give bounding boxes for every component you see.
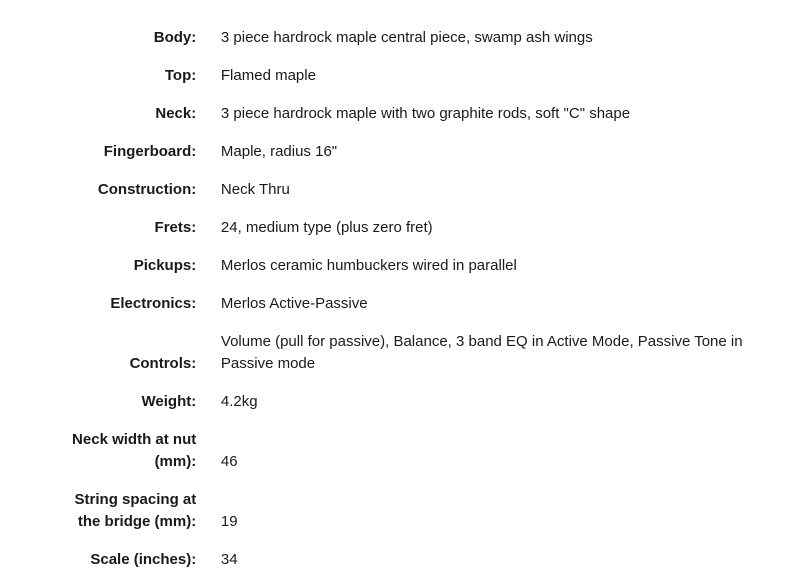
spec-label: Weight: xyxy=(141,393,197,410)
spec-row-pickups xyxy=(0,255,800,293)
spec-label: Pickups: xyxy=(133,257,197,274)
spec-label: Neck width at nut (mm): xyxy=(72,431,197,470)
spec-row-top xyxy=(0,65,800,103)
spec-value: Flamed maple xyxy=(220,67,316,84)
spec-row-fingerboard xyxy=(0,141,800,179)
spec-label: Electronics: xyxy=(110,295,197,312)
spec-label: Construction: xyxy=(97,181,197,198)
spec-row-weight xyxy=(0,391,800,429)
spec-label: Top: xyxy=(164,67,197,84)
spec-value: 3 piece hardrock maple central piece, swamp ash wings xyxy=(220,29,593,46)
spec-value: Merlos Active-Passive xyxy=(220,295,368,312)
spec-value: Maple, radius 16" xyxy=(220,143,338,160)
spec-value: 24, medium type (plus zero fret) xyxy=(220,219,433,236)
spec-row-electronics xyxy=(0,293,800,331)
spec-label: Body: xyxy=(153,29,197,46)
spec-label: Controls: xyxy=(129,355,197,372)
spec-value: 3 piece hardrock maple with two graphite rods, soft "C" shape xyxy=(220,105,631,122)
spec-row-string-spacing xyxy=(0,489,800,549)
spec-row-neck-width xyxy=(0,429,800,489)
spec-row-body xyxy=(0,27,800,65)
spec-value: 34 xyxy=(220,551,238,568)
spec-row-scale xyxy=(0,549,800,587)
spec-label: Frets: xyxy=(154,219,197,236)
spec-value: Merlos ceramic humbuckers wired in parallel xyxy=(220,257,517,274)
spec-row-neck xyxy=(0,103,800,141)
spec-row-controls xyxy=(0,331,800,391)
spec-value: Neck Thru xyxy=(220,181,290,198)
spec-label: String spacing at the bridge (mm): xyxy=(74,491,197,530)
spec-value: 19 xyxy=(220,513,238,530)
spec-value: Volume (pull for passive), Balance, 3 band EQ in Active Mode, Passive Tone in Passive mode xyxy=(220,333,743,372)
spec-row-construction xyxy=(0,179,800,217)
spec-value: 46 xyxy=(220,453,238,470)
spec-row-frets xyxy=(0,217,800,255)
spec-table xyxy=(0,27,800,587)
spec-label: Scale (inches): xyxy=(90,551,197,568)
spec-label: Neck: xyxy=(155,105,197,122)
spec-label: Fingerboard: xyxy=(103,143,197,160)
spec-value: 4.2kg xyxy=(220,393,258,410)
